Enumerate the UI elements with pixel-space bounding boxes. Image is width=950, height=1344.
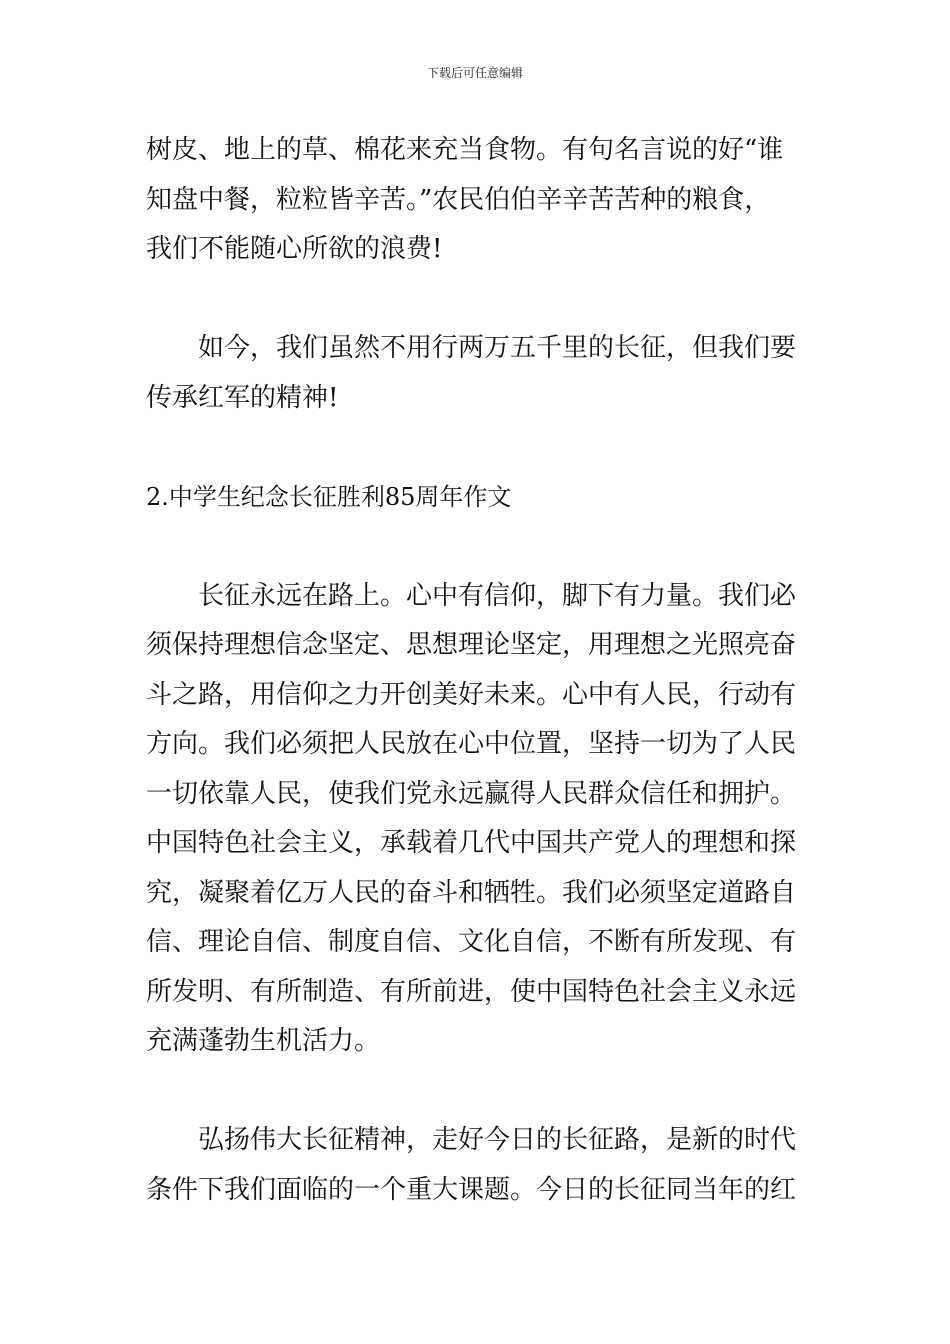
text-line: 所发明、有所制造、有所前进，使中国特色社会主义永远 [146, 976, 797, 1007]
page-header-note: 下载后可任意编辑 [426, 66, 523, 80]
text-line: 我们不能随心所欲的浪费! [146, 234, 443, 264]
paragraph-gap [146, 1067, 806, 1117]
text-line: 斗之路，用信仰之力开创美好未来。心中有人民，行动有 [146, 679, 797, 710]
section-heading [146, 473, 806, 523]
text-line: 弘扬伟大长征精神，走好今日的长征路，是新的时代 [198, 1125, 797, 1155]
paragraph-1 [146, 126, 806, 275]
paragraph-gap [146, 522, 806, 572]
paragraph-4 [146, 1116, 806, 1215]
text-line: 信、理论自信、制度自信、文化自信，不断有所发现、有 [146, 927, 797, 957]
text-line: 如今，我们虽然不用行两万五千里的长征，但我们要 [198, 333, 797, 363]
text-line: 究，凝聚着亿万人民的奋斗和牺牲。我们必须坚定道路自 [146, 877, 797, 908]
paragraph-2 [146, 324, 806, 423]
text-line: 传承红军的精神! [146, 382, 339, 413]
paragraph-gap [146, 423, 806, 473]
text-line: 树皮、地上的草、棉花来充当食物。有句名言说的好“谁 [146, 135, 784, 165]
text-line: 方向。我们必须把人民放在心中位置，坚持一切为了人民 [146, 729, 797, 759]
paragraph-3 [146, 572, 806, 1067]
section-title: 2.中学生纪念长征胜利85周年作文 [146, 482, 512, 511]
text-line: 知盘中餐，粒粒皆辛苦。”农民伯伯辛辛苦苦种的粮食， [146, 184, 771, 215]
text-line: 一切依靠人民，使我们党永远赢得人民群众信任和拥护。 [146, 778, 797, 809]
paragraph-gap [146, 275, 806, 325]
document-body [146, 126, 806, 1215]
text-line: 充满蓬勃生机活力。 [146, 1026, 381, 1056]
text-line: 中国特色社会主义，承载着几代中国共产党人的理想和探 [146, 828, 797, 858]
text-line: 条件下我们面临的一个重大课题。今日的长征同当年的红 [146, 1174, 797, 1205]
text-line: 长征永远在路上。心中有信仰，脚下有力量。我们必 [198, 580, 797, 611]
text-line: 须保持理想信念坚定、思想理论坚定，用理想之光照亮奋 [146, 630, 797, 660]
